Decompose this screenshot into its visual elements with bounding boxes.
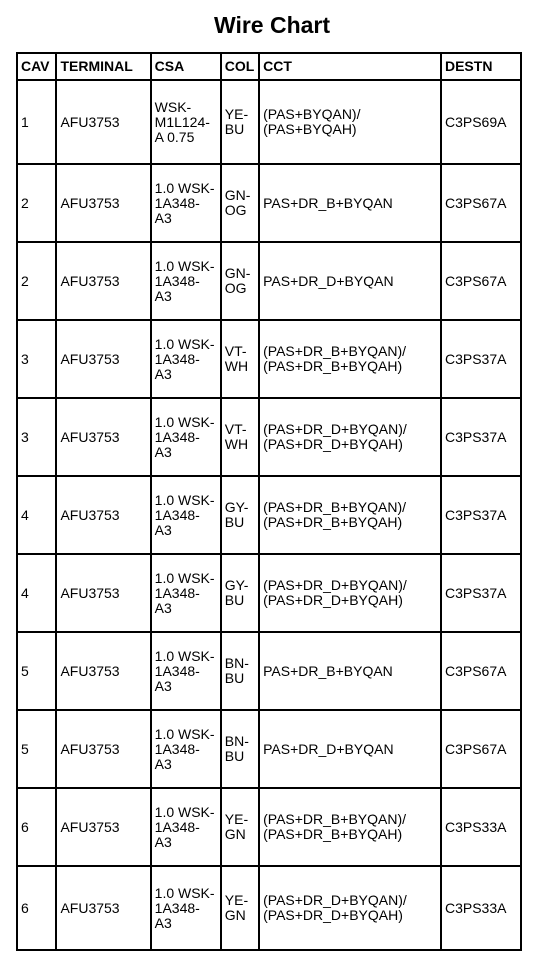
cell-destn: C3PS33A	[441, 866, 521, 950]
cell-csa: 1.0 WSK-1A348-A3	[151, 320, 221, 398]
cell-csa: 1.0 WSK-1A348-A3	[151, 710, 221, 788]
cell-terminal: AFU3753	[56, 866, 150, 950]
cell-col: BN-BU	[221, 632, 259, 710]
cell-csa: 1.0 WSK-1A348-A3	[151, 866, 221, 950]
cell-col: GY-BU	[221, 554, 259, 632]
cell-col: VT-WH	[221, 398, 259, 476]
wire-chart-table	[16, 52, 522, 951]
cell-cct: PAS+DR_D+BYQAN	[259, 242, 441, 320]
cell-terminal: AFU3753	[56, 320, 150, 398]
cell-col: GY-BU	[221, 476, 259, 554]
table-row	[17, 866, 521, 950]
cell-cav: 3	[17, 398, 56, 476]
cell-destn: C3PS37A	[441, 554, 521, 632]
cell-cav: 3	[17, 320, 56, 398]
cell-terminal: AFU3753	[56, 632, 150, 710]
cell-cav: 5	[17, 710, 56, 788]
cell-csa: 1.0 WSK-1A348-A3	[151, 476, 221, 554]
cell-cct: (PAS+DR_B+BYQAN)/ (PAS+DR_B+BYQAH)	[259, 788, 441, 866]
cell-destn: C3PS37A	[441, 398, 521, 476]
cell-destn: C3PS37A	[441, 320, 521, 398]
cell-destn: C3PS67A	[441, 632, 521, 710]
cell-cav: 5	[17, 632, 56, 710]
cell-csa: 1.0 WSK-1A348-A3	[151, 632, 221, 710]
cell-cct: PAS+DR_B+BYQAN	[259, 164, 441, 242]
page-title: Wire Chart	[213, 12, 331, 38]
header-cav: CAV	[17, 53, 56, 80]
cell-col: VT-WH	[221, 320, 259, 398]
cell-cav: 6	[17, 788, 56, 866]
cell-col: BN-BU	[221, 710, 259, 788]
cell-csa: 1.0 WSK-1A348-A3	[151, 554, 221, 632]
table-row	[17, 710, 521, 788]
cell-cct: (PAS+DR_B+BYQAN)/ (PAS+DR_B+BYQAH)	[259, 320, 441, 398]
cell-destn: C3PS67A	[441, 164, 521, 242]
cell-cct: (PAS+DR_B+BYQAN)/ (PAS+DR_B+BYQAH)	[259, 476, 441, 554]
cell-cct: (PAS+BYQAN)/ (PAS+BYQAH)	[259, 80, 441, 164]
cell-terminal: AFU3753	[56, 788, 150, 866]
cell-terminal: AFU3753	[56, 554, 150, 632]
header-terminal: TERMINAL	[56, 53, 150, 80]
table-row	[17, 242, 521, 320]
cell-cav: 6	[17, 866, 56, 950]
cell-cct: (PAS+DR_D+BYQAN)/ (PAS+DR_D+BYQAH)	[259, 554, 441, 632]
cell-terminal: AFU3753	[56, 242, 150, 320]
table-row	[17, 554, 521, 632]
cell-col: GN-OG	[221, 164, 259, 242]
cell-destn: C3PS33A	[441, 788, 521, 866]
table-row	[17, 164, 521, 242]
cell-csa: 1.0 WSK-1A348-A3	[151, 398, 221, 476]
cell-col: YE-GN	[221, 788, 259, 866]
cell-col: GN-OG	[221, 242, 259, 320]
cell-cav: 2	[17, 242, 56, 320]
cell-destn: C3PS67A	[441, 710, 521, 788]
cell-cav: 2	[17, 164, 56, 242]
table-row	[17, 476, 521, 554]
header-csa: CSA	[151, 53, 221, 80]
table-row	[17, 632, 521, 710]
cell-destn: C3PS37A	[441, 476, 521, 554]
cell-col: YE-GN	[221, 866, 259, 950]
cell-terminal: AFU3753	[56, 398, 150, 476]
cell-cct: (PAS+DR_D+BYQAN)/ (PAS+DR_D+BYQAH)	[259, 866, 441, 950]
cell-cav: 4	[17, 476, 56, 554]
header-cct: CCT	[259, 53, 441, 80]
cell-csa: 1.0 WSK-1A348-A3	[151, 164, 221, 242]
cell-cct: (PAS+DR_D+BYQAN)/ (PAS+DR_D+BYQAH)	[259, 398, 441, 476]
header-col: COL	[221, 53, 259, 80]
cell-csa: 1.0 WSK-1A348-A3	[151, 788, 221, 866]
cell-terminal: AFU3753	[56, 164, 150, 242]
cell-cav: 4	[17, 554, 56, 632]
cell-cav: 1	[17, 80, 56, 164]
cell-csa: WSK-M1L124-A 0.75	[151, 80, 221, 164]
cell-destn: C3PS67A	[441, 242, 521, 320]
table-row	[17, 320, 521, 398]
cell-destn: C3PS69A	[441, 80, 521, 164]
cell-cct: PAS+DR_D+BYQAN	[259, 710, 441, 788]
cell-col: YE-BU	[221, 80, 259, 164]
cell-terminal: AFU3753	[56, 710, 150, 788]
table-row	[17, 788, 521, 866]
cell-terminal: AFU3753	[56, 476, 150, 554]
cell-terminal: AFU3753	[56, 80, 150, 164]
header-row	[17, 53, 521, 80]
table-row	[17, 398, 521, 476]
cell-csa: 1.0 WSK-1A348-A3	[151, 242, 221, 320]
table-row	[17, 80, 521, 164]
header-destn: DESTN	[441, 53, 521, 80]
cell-cct: PAS+DR_B+BYQAN	[259, 632, 441, 710]
